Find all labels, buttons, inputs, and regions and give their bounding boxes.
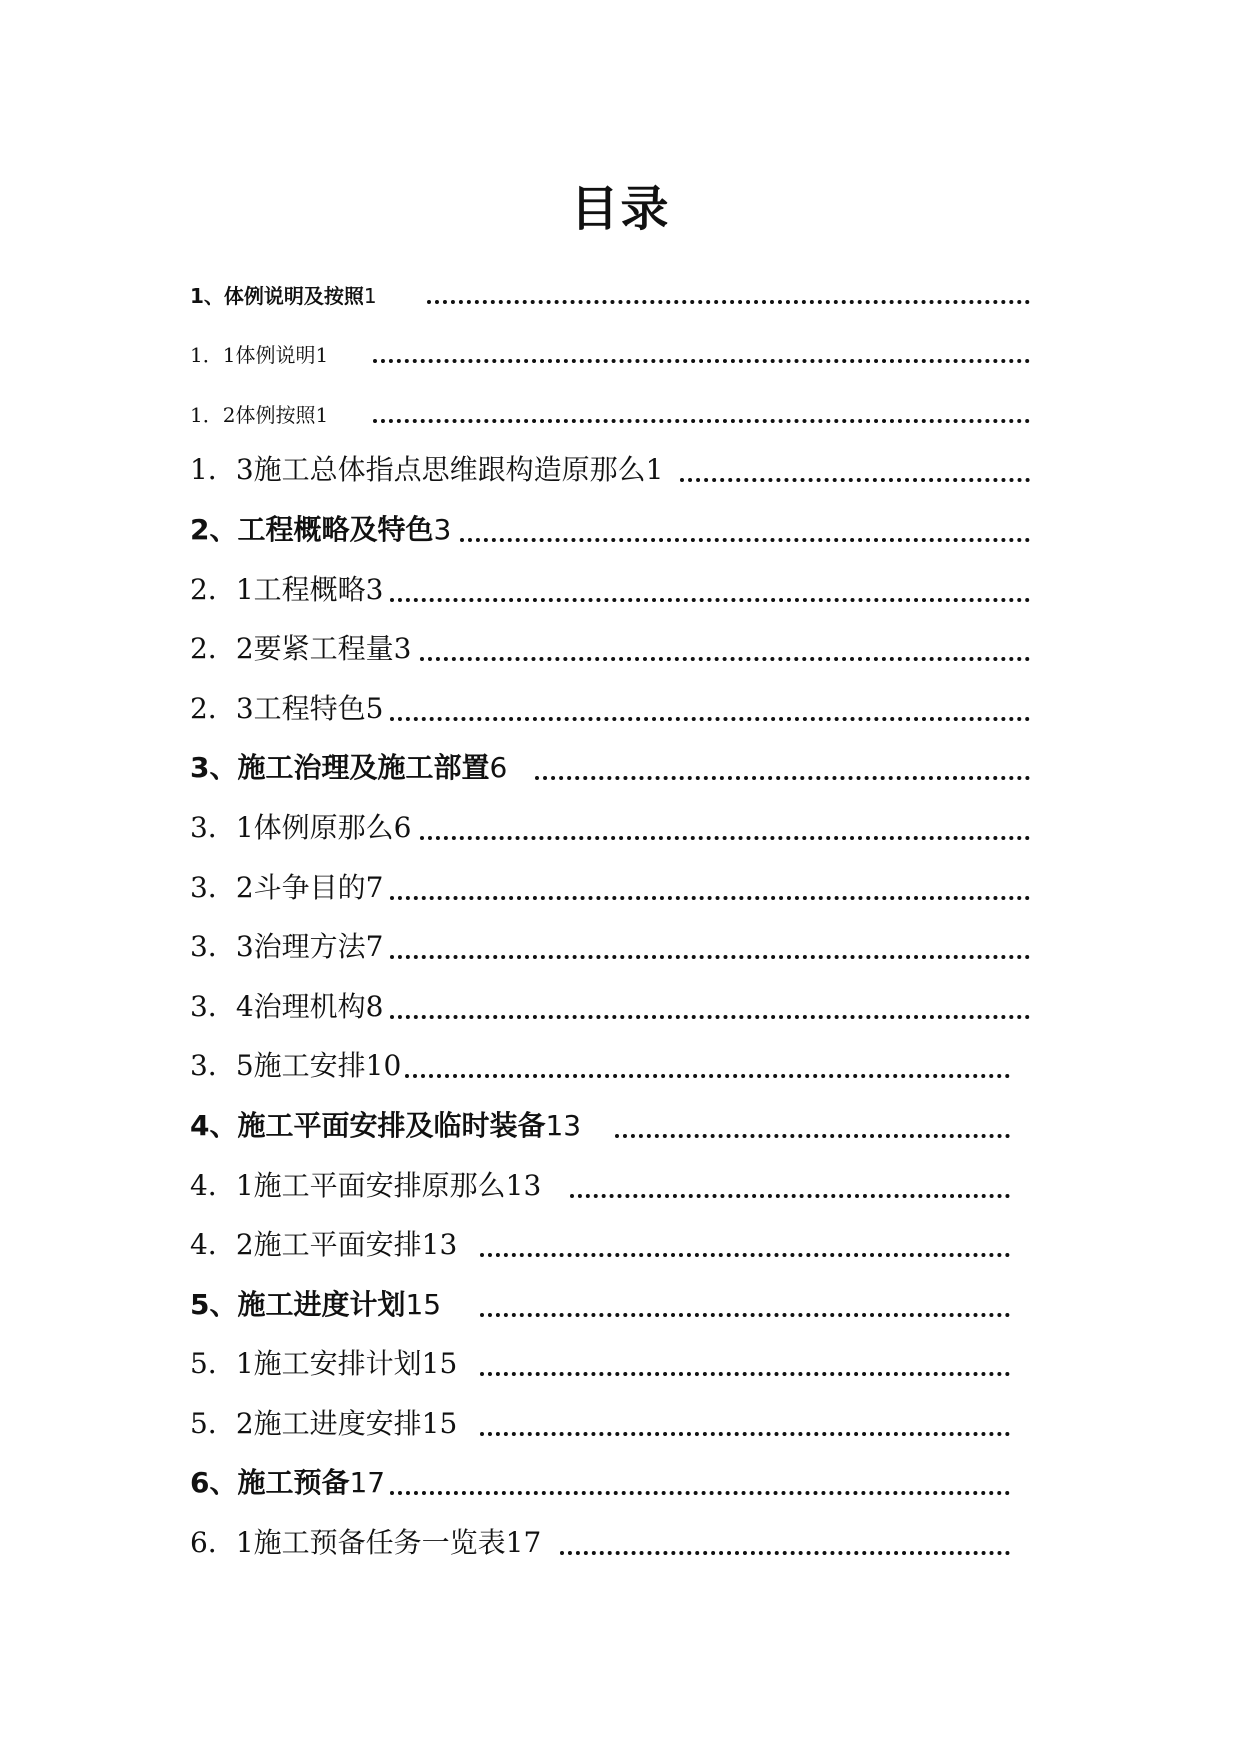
toc-entry-label: 3．4治理机构8 xyxy=(190,989,384,1023)
toc-page-number: 1 xyxy=(315,343,329,368)
toc-entry[interactable] xyxy=(190,1037,1030,1097)
toc-entry-label: 4、施工平面安排及临时装备13 xyxy=(190,1108,582,1142)
toc-entry[interactable] xyxy=(190,441,1030,501)
toc-entry-label: 5、施工进度计划15 xyxy=(190,1287,442,1321)
dot-leader xyxy=(480,1253,1010,1257)
toc-entry[interactable] xyxy=(190,798,1030,858)
dot-leader xyxy=(405,1074,1010,1078)
toc-entry-label: 1．1体例说明1 xyxy=(190,343,329,368)
table-of-contents xyxy=(190,262,1030,1573)
toc-page-number: 1 xyxy=(315,402,329,427)
toc-entry-label: 6、施工预备17 xyxy=(190,1466,386,1500)
toc-entry[interactable] xyxy=(190,381,1030,441)
dot-leader xyxy=(390,598,1030,602)
toc-entry-label: 3、施工治理及施工部置6 xyxy=(190,751,508,785)
toc-page-number: 13 xyxy=(545,1108,582,1142)
toc-page-number: 13 xyxy=(421,1228,458,1262)
toc-entry[interactable] xyxy=(190,1513,1030,1573)
toc-entry[interactable] xyxy=(190,1454,1030,1514)
toc-page-number: 17 xyxy=(505,1526,542,1560)
dot-leader xyxy=(615,1134,1010,1138)
toc-entry-label: 5．2施工进度安排15 xyxy=(190,1406,458,1440)
page-title: 目录 xyxy=(570,181,671,237)
toc-page-number: 15 xyxy=(421,1347,458,1381)
toc-entry-label: 6．1施工预备任务一览表17 xyxy=(190,1526,542,1560)
dot-leader xyxy=(480,1372,1010,1376)
dot-leader xyxy=(535,776,1030,780)
toc-entry-label: 1．2体例按照1 xyxy=(190,402,329,427)
toc-page-number: 6 xyxy=(489,751,508,785)
toc-entry[interactable] xyxy=(190,620,1030,680)
toc-page-number: 15 xyxy=(405,1287,442,1321)
dot-leader xyxy=(420,836,1030,840)
toc-entry-label: 4．2施工平面安排13 xyxy=(190,1228,458,1262)
toc-entry[interactable] xyxy=(190,1216,1030,1276)
dot-leader xyxy=(480,1432,1010,1436)
toc-entry[interactable] xyxy=(190,1394,1030,1454)
toc-page-number: 3 xyxy=(365,572,384,606)
toc-entry[interactable] xyxy=(190,322,1030,382)
toc-page-number: 1 xyxy=(363,283,377,308)
dot-leader xyxy=(680,478,1030,482)
toc-entry-label: 2．1工程概略3 xyxy=(190,572,384,606)
toc-entry[interactable] xyxy=(190,1335,1030,1395)
toc-page-number: 1 xyxy=(645,453,664,487)
toc-entry-label: 2、工程概略及特色3 xyxy=(190,512,452,546)
dot-leader xyxy=(373,419,1030,423)
toc-entry[interactable] xyxy=(190,1096,1030,1156)
toc-page-number: 3 xyxy=(393,632,412,666)
dot-leader xyxy=(390,1015,1030,1019)
toc-entry-label: 3．2斗争目的7 xyxy=(190,870,384,904)
dot-leader xyxy=(390,896,1030,900)
toc-entry-label: 1、体例说明及按照1 xyxy=(190,283,377,308)
toc-entry[interactable] xyxy=(190,500,1030,560)
toc-entry[interactable] xyxy=(190,977,1030,1037)
toc-entry[interactable] xyxy=(190,560,1030,620)
dot-leader xyxy=(560,1551,1010,1555)
toc-entry[interactable] xyxy=(190,739,1030,799)
toc-entry-label: 4．1施工平面安排原那么13 xyxy=(190,1168,542,1202)
toc-entry[interactable] xyxy=(190,918,1030,978)
toc-page-number: 10 xyxy=(365,1049,402,1083)
dot-leader xyxy=(427,300,1030,304)
toc-page-number: 7 xyxy=(365,930,384,964)
toc-page-number: 17 xyxy=(349,1466,386,1500)
toc-entry[interactable] xyxy=(190,858,1030,918)
dot-leader xyxy=(390,955,1030,959)
dot-leader xyxy=(390,1491,1010,1495)
toc-page-number: 6 xyxy=(393,810,412,844)
dot-leader xyxy=(373,359,1030,363)
toc-page-number: 15 xyxy=(421,1406,458,1440)
toc-entry-label: 3．1体例原那么6 xyxy=(190,810,412,844)
toc-entry[interactable] xyxy=(190,679,1030,739)
toc-page-number: 13 xyxy=(505,1168,542,1202)
toc-entry[interactable] xyxy=(190,1156,1030,1216)
dot-leader xyxy=(480,1313,1010,1317)
toc-entry-label: 1．3施工总体指点思维跟构造原那么1 xyxy=(190,453,664,487)
toc-entry-label: 2．3工程特色5 xyxy=(190,691,384,725)
toc-entry-label: 5．1施工安排计划15 xyxy=(190,1347,458,1381)
toc-page-number: 8 xyxy=(365,989,384,1023)
toc-page-number: 5 xyxy=(365,691,384,725)
toc-entry[interactable] xyxy=(190,262,1030,322)
dot-leader xyxy=(460,538,1030,542)
dot-leader xyxy=(420,657,1030,661)
toc-page-number: 7 xyxy=(365,870,384,904)
dot-leader xyxy=(390,717,1030,721)
dot-leader xyxy=(570,1194,1010,1198)
toc-entry[interactable] xyxy=(190,1275,1030,1335)
toc-entry-label: 3．3治理方法7 xyxy=(190,930,384,964)
toc-page-number: 3 xyxy=(433,512,452,546)
toc-entry-label: 2．2要紧工程量3 xyxy=(190,632,412,666)
toc-entry-label: 3．5施工安排10 xyxy=(190,1049,402,1083)
